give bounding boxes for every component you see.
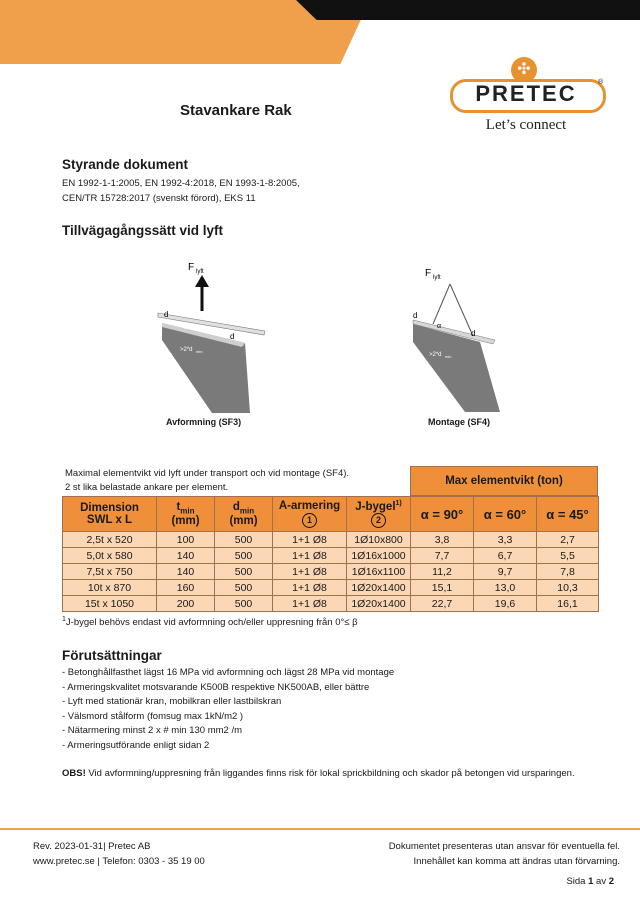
table-note <box>65 467 410 495</box>
cell-j-bygel: 1Ø20x1400 <box>347 580 411 596</box>
cell-tmin: 140 <box>157 548 215 564</box>
col-dimension: Dimension SWL x L <box>63 497 157 532</box>
circled-2-icon: 2 <box>371 513 386 528</box>
cell-alpha-60: 3,3 <box>474 532 537 548</box>
col-alpha-45: α = 45° <box>537 497 599 532</box>
pretec-logo <box>446 57 606 137</box>
cell-alpha-45: 5,5 <box>537 548 599 564</box>
spacing-label: >2*d <box>180 347 193 353</box>
concrete-slab-shape <box>413 324 500 412</box>
cell-alpha-90: 11,2 <box>411 564 474 580</box>
footer-left <box>33 839 205 869</box>
logo-tagline: Let’s connect <box>485 117 567 133</box>
footer-disclaimer-1: Dokumentet presenteras utan ansvar för eventuella fel. <box>388 841 620 852</box>
footer-disclaimer-2: Innehållet kan komma att ändras utan förvarning. <box>413 856 620 867</box>
footnote-marker: 1 <box>62 616 66 623</box>
footer-contact: www.pretec.se | Telefon: 0303 - 35 19 00 <box>33 856 205 867</box>
cell-a-armering: 1+1 Ø8 <box>273 532 347 548</box>
cell-alpha-45: 10,3 <box>537 580 599 596</box>
montage-figure <box>405 262 505 414</box>
col-a-armering: A-armering 1 <box>273 497 347 532</box>
page-number: Sida 1 av 2 <box>566 876 614 887</box>
cell-dimension: 5,0t x 580 <box>63 548 157 564</box>
obs-note <box>62 766 592 781</box>
spacing-label: >2*d <box>429 352 442 358</box>
table-row <box>63 596 599 612</box>
cell-j-bygel: 1Ø16x1000 <box>347 548 411 564</box>
cell-alpha-90: 22,7 <box>411 596 474 612</box>
cell-dmin: 500 <box>215 532 273 548</box>
spec-table <box>62 496 599 612</box>
cell-a-armering: 1+1 Ø8 <box>273 580 347 596</box>
montage-caption: Montage (SF4) <box>428 417 490 427</box>
table-header-row <box>63 497 599 532</box>
governing-line-2: CEN/TR 15728:2017 (svenskt förord), EKS 11 <box>62 193 256 204</box>
col-dmin: $d_{min}$ (mm) <box>215 497 273 532</box>
cell-alpha-45: 7,8 <box>537 564 599 580</box>
cell-alpha-60: 13,0 <box>474 580 537 596</box>
avformning-caption: Avformning (SF3) <box>166 417 242 427</box>
force-sub-label: lyft <box>196 269 204 275</box>
list-item: - Nätarmering minst 2 x # min 130 mm2 /m <box>62 725 243 737</box>
cell-a-armering: 1+1 Ø8 <box>273 548 347 564</box>
col-alpha-60: α = 60° <box>474 497 537 532</box>
cell-alpha-60: 9,7 <box>474 564 537 580</box>
prereq-list <box>62 666 394 754</box>
governing-text <box>62 176 300 206</box>
d-label-right: d <box>230 332 235 341</box>
table-row <box>63 564 599 580</box>
cell-a-armering: 1+1 Ø8 <box>273 564 347 580</box>
force-arrow-icon <box>195 275 209 287</box>
list-item: - Armeringskvalitet motsvarande K500B respektive NK500AB, eller bättre <box>62 681 370 693</box>
cell-j-bygel: 1Ø10x800 <box>347 532 411 548</box>
cell-alpha-60: 6,7 <box>474 548 537 564</box>
cell-a-armering: 1+1 Ø8 <box>273 596 347 612</box>
force-label: F <box>188 262 195 273</box>
force-sub-label: lyft <box>433 275 441 281</box>
footer-revision: Rev. 2023-01-31| Pretec AB <box>33 841 151 852</box>
cell-tmin: 100 <box>157 532 215 548</box>
document-title: Stavankare Rak <box>180 102 292 119</box>
avformning-figure <box>150 255 275 413</box>
footnote-text: J-bygel behövs endast vid avformning och/eller uppresning från 0°≤ β <box>65 617 358 629</box>
list-item: - Armeringsutförande enligt sidan 2 <box>62 739 210 751</box>
angle-label: α <box>437 323 442 330</box>
angle-label: α=90° <box>184 325 199 331</box>
spacing-sub-label: min <box>445 354 452 359</box>
spacing-sub-label: min <box>196 349 203 354</box>
cell-dimension: 10t x 870 <box>63 580 157 596</box>
force-label: F <box>425 268 432 279</box>
col-tmin: $t_{min}$ (mm) <box>157 497 215 532</box>
logo-brand-text: PRETEC <box>475 81 577 106</box>
cell-dmin: 500 <box>215 580 273 596</box>
table-note-line-2: 2 st lika belastade ankare per element. <box>65 482 229 493</box>
logo-registered-mark: ® <box>598 79 604 86</box>
cell-dimension: 15t x 1050 <box>63 596 157 612</box>
footer-divider <box>0 828 640 830</box>
list-item: - Välsmord stålform (fomsug max 1kN/m2 ) <box>62 710 244 722</box>
table-row <box>63 532 599 548</box>
cell-tmin: 160 <box>157 580 215 596</box>
d-label-left: d <box>413 311 418 320</box>
governing-heading: Styrande dokument <box>62 157 189 172</box>
cell-alpha-90: 3,8 <box>411 532 474 548</box>
cell-dmin: 500 <box>215 548 273 564</box>
col-alpha-90: α = 90° <box>411 497 474 532</box>
cell-dimension: 2,5t x 520 <box>63 532 157 548</box>
obs-text: Vid avformning/uppresning från liggandes finns risk för lokal sprickbildning och skador på betongen vid ursparingen. <box>85 768 575 779</box>
table-row <box>63 580 599 596</box>
list-item: - Betonghållfasthet lägst 16 MPa vid avformning och lägst 28 MPa vid montage <box>62 667 395 678</box>
prereq-heading: Förutsättningar <box>62 648 162 663</box>
cell-j-bygel: 1Ø20x1400 <box>347 596 411 612</box>
cell-alpha-45: 2,7 <box>537 532 599 548</box>
cell-alpha-90: 7,7 <box>411 548 474 564</box>
obs-label: OBS! <box>62 768 86 779</box>
table-row <box>63 548 599 564</box>
cell-alpha-90: 15,1 <box>411 580 474 596</box>
d-label-right: d <box>471 329 476 338</box>
cell-dmin: 500 <box>215 596 273 612</box>
footer-right <box>389 839 620 869</box>
cell-tmin: 140 <box>157 564 215 580</box>
cell-dimension: 7,5t x 750 <box>63 564 157 580</box>
list-item: - Lyft med stationär kran, mobilkran eller lastbilskran <box>62 696 282 708</box>
max-weight-header: Max elementvikt (ton) <box>410 466 598 496</box>
circled-1-icon: 1 <box>302 513 317 528</box>
cell-tmin: 200 <box>157 596 215 612</box>
governing-line-1: EN 1992-1-1:2005, EN 1992-4:2018, EN 1993-1-8:2005, <box>62 178 300 189</box>
table-note-line-1: Maximal elementvikt vid lyft under transport och vid montage (SF4). <box>65 468 350 479</box>
cell-alpha-60: 19,6 <box>474 596 537 612</box>
col-j-bygel: J-bygel$^{1)}$ 2 <box>347 497 411 532</box>
table-footnote <box>62 616 358 628</box>
lifting-heading: Tillvägagångssätt vid lyft <box>62 223 224 238</box>
logo-emblem-icon: ✣ <box>511 57 537 83</box>
header-black-bar <box>296 0 640 20</box>
cell-j-bygel: 1Ø16x1100 <box>347 564 411 580</box>
d-label-left: d <box>164 310 169 319</box>
cell-dmin: 500 <box>215 564 273 580</box>
cell-alpha-45: 16,1 <box>537 596 599 612</box>
